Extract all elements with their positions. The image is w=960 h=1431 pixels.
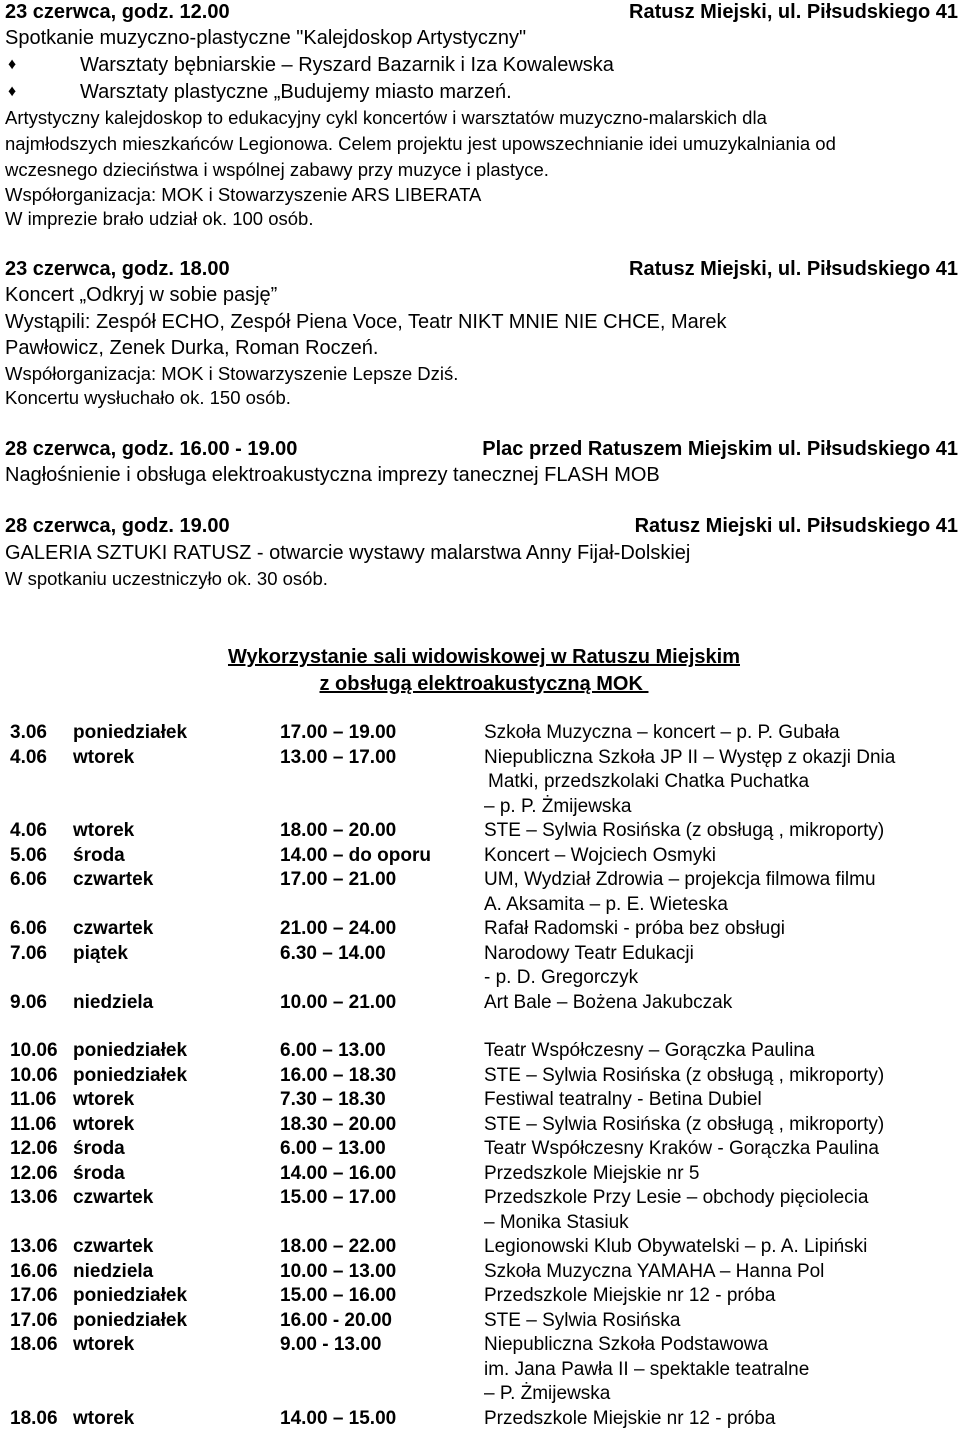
schedule-date: 18.06 — [10, 1334, 58, 1355]
schedule-day: wtorek — [73, 1089, 135, 1110]
schedule-time: 18.00 – 22.00 — [280, 1236, 397, 1257]
schedule-date: 17.06 — [10, 1309, 58, 1331]
schedule-day: wtorek — [73, 820, 135, 841]
schedule-date: 7.06 — [10, 942, 47, 964]
schedule-event: Teatr Współczesny Kraków - Gorączka Paulina — [484, 1138, 879, 1159]
schedule-date: 5.06 — [10, 844, 47, 866]
schedule-event: - p. D. Gregorczyk — [484, 967, 639, 988]
schedule-event: Narodowy Teatr Edukacji — [484, 942, 694, 964]
event-2-line-2: Wystąpili: Zespół ECHO, Zespół Piena Voce, Teatr NIKT MNIE NIE CHCE, Marek — [5, 311, 727, 333]
schedule-event: Art Bale – Bożena Jakubczak — [484, 991, 733, 1013]
schedule-time: 10.00 – 13.00 — [280, 1260, 397, 1282]
schedule-event: Przedszkole Miejskie nr 12 - próba — [484, 1285, 776, 1306]
schedule-day: niedziela — [73, 991, 154, 1013]
section-title-line-2: z obsługą elektroakustyczną MOK — [319, 673, 649, 695]
schedule-time: 21.00 – 24.00 — [280, 918, 397, 939]
schedule-day: czwartek — [73, 1187, 154, 1208]
schedule-day: poniedziałek — [73, 722, 188, 743]
schedule-date: 6.06 — [10, 918, 47, 939]
schedule-date: 16.06 — [10, 1260, 58, 1282]
event-2-desc-2: Koncertu wysłuchało ok. 150 osób. — [5, 387, 291, 408]
schedule-day: poniedziałek — [73, 1309, 188, 1331]
schedule-event: Niepubliczna Szkoła JP II – Występ z okazji Dnia — [484, 746, 896, 768]
schedule-event: STE – Sylwia Rosińska — [484, 1309, 681, 1331]
event-2-desc-1: Współorganizacja: MOK i Stowarzyszenie Lepsze Dziś. — [5, 363, 459, 384]
event-3-line-1: Nagłośnienie i obsługa elektroakustyczna imprezy tanecznej FLASH MOB — [5, 464, 660, 486]
schedule-event: STE – Sylwia Rosińska (z obsługą , mikroporty) — [484, 1064, 885, 1086]
schedule-date: 11.06 — [10, 1089, 57, 1110]
event-1-desc-1: Artystyczny kalejdoskop to edukacyjny cykl koncertów i warsztatów muzyczno-malarskich dla — [5, 107, 767, 128]
schedule-event: Koncert – Wojciech Osmyki — [484, 844, 716, 866]
schedule-date: 11.06 — [10, 1113, 57, 1135]
schedule-day: wtorek — [73, 1334, 135, 1355]
section-title-line-1: Wykorzystanie sali widowiskowej w Ratuszu Miejskim — [227, 646, 740, 668]
schedule-time: 16.00 - 20.00 — [280, 1309, 392, 1331]
event-1-bullet-2: Warsztaty plastyczne „Budujemy miasto marzeń. — [80, 81, 512, 103]
schedule-date: 12.06 — [10, 1162, 58, 1184]
schedule-date: 18.06 — [10, 1407, 58, 1429]
event-1-title: Spotkanie muzyczno-plastyczne "Kalejdoskop Artystyczny" — [5, 27, 527, 49]
schedule-time: 18.30 – 20.00 — [280, 1113, 397, 1135]
schedule-time: 13.00 – 17.00 — [280, 746, 397, 768]
event-3-date: 28 czerwca, godz. 16.00 - 19.00 — [5, 438, 298, 460]
schedule-event: Szkoła Muzyczna – koncert – p. P. Gubała — [484, 722, 840, 743]
schedule-day: wtorek — [73, 746, 135, 768]
schedule-day: wtorek — [73, 1113, 135, 1135]
event-2-line-3: Pawłowicz, Zenek Durka, Roman Roczeń. — [5, 337, 379, 359]
schedule-event: Legionowski Klub Obywatelski – p. A. Lipiński — [484, 1236, 868, 1257]
event-4-place: Ratusz Miejski ul. Piłsudskiego 41 — [634, 515, 958, 537]
schedule-time: 17.00 – 19.00 — [280, 722, 397, 743]
event-1-desc-3: wczesnego dzieciństwa i wspólnej zabawy przy muzyce i plastyce. — [5, 159, 549, 180]
schedule-day: poniedziałek — [73, 1285, 188, 1306]
schedule-time: 7.30 – 18.30 — [280, 1089, 386, 1110]
schedule-day: poniedziałek — [73, 1064, 188, 1086]
schedule-event: – p. P. Żmijewska — [484, 795, 632, 817]
schedule-event: Przedszkole Miejskie nr 5 — [484, 1162, 700, 1184]
schedule-date: 12.06 — [10, 1138, 58, 1159]
event-4-line-1: GALERIA SZTUKI RATUSZ - otwarcie wystawy malarstwa Anny Fijał-Dolskiej — [5, 542, 691, 564]
schedule-date: 17.06 — [10, 1285, 58, 1306]
event-1-date: 23 czerwca, godz. 12.00 — [5, 1, 230, 23]
schedule-time: 6.00 – 13.00 — [280, 1138, 386, 1159]
event-2-place: Ratusz Miejski, ul. Piłsudskiego 41 — [629, 258, 958, 280]
schedule-day: środa — [73, 844, 125, 866]
event-1-desc-2: najmłodszych mieszkańców Legionowa. Celem projektu jest upowszechnianie idei umuzykalniania od — [5, 133, 836, 154]
schedule-time: 14.00 – do oporu — [280, 844, 431, 866]
schedule-event: STE – Sylwia Rosińska (z obsługą , mikroporty) — [484, 1113, 885, 1135]
schedule-event: – Monika Stasiuk — [484, 1211, 629, 1233]
schedule-event: im. Jana Pawła II – spektakle teatralne — [484, 1358, 810, 1380]
schedule-date: 13.06 — [10, 1236, 58, 1257]
schedule-day: środa — [73, 1162, 125, 1184]
event-2-date: 23 czerwca, godz. 18.00 — [5, 258, 230, 280]
event-2-line-1: Koncert „Odkryj w sobie pasję” — [5, 284, 278, 306]
schedule-time: 14.00 – 16.00 — [280, 1162, 397, 1184]
schedule-day: czwartek — [73, 918, 154, 939]
schedule-date: 9.06 — [10, 991, 47, 1013]
schedule-time: 15.00 – 16.00 — [280, 1285, 397, 1306]
schedule-event: Rafał Radomski - próba bez obsługi — [484, 918, 785, 939]
schedule-time: 18.00 – 20.00 — [280, 820, 397, 841]
schedule-day: niedziela — [73, 1260, 154, 1282]
schedule-time: 10.00 – 21.00 — [280, 991, 397, 1013]
schedule-day: czwartek — [73, 869, 154, 890]
event-1-bullet-1: Warsztaty bębniarskie – Ryszard Bazarnik i Iza Kowalewska — [80, 54, 614, 76]
schedule-time: 6.30 – 14.00 — [280, 942, 386, 964]
schedule-event: Teatr Współczesny – Gorączka Paulina — [484, 1040, 815, 1061]
schedule-day: czwartek — [73, 1236, 154, 1257]
schedule-time: 6.00 – 13.00 — [280, 1040, 386, 1061]
event-1-place: Ratusz Miejski, ul. Piłsudskiego 41 — [629, 1, 958, 23]
schedule-time: 16.00 – 18.30 — [280, 1064, 397, 1086]
bullet-icon: ♦ — [8, 56, 17, 73]
schedule-event: STE – Sylwia Rosińska (z obsługą , mikroporty) — [484, 820, 885, 841]
schedule-time: 15.00 – 17.00 — [280, 1187, 397, 1208]
schedule-time: 17.00 – 21.00 — [280, 869, 397, 890]
schedule-event: Przedszkole Przy Lesie – obchody pięciolecia — [484, 1187, 869, 1208]
schedule-day: poniedziałek — [73, 1040, 188, 1061]
event-1-desc-4: Współorganizacja: MOK i Stowarzyszenie ARS LIBERATA — [5, 184, 482, 205]
schedule-event: Szkoła Muzyczna YAMAHA – Hanna Pol — [484, 1260, 825, 1282]
schedule-date: 4.06 — [10, 820, 47, 841]
schedule-day: piątek — [73, 942, 128, 964]
schedule-date: 13.06 — [10, 1187, 58, 1208]
schedule-event: Niepubliczna Szkoła Podstawowa — [484, 1334, 769, 1355]
event-4-date: 28 czerwca, godz. 19.00 — [5, 515, 230, 537]
schedule-day: środa — [73, 1138, 125, 1159]
event-4-desc-1: W spotkaniu uczestniczyło ok. 30 osób. — [5, 568, 328, 589]
schedule-date: 10.06 — [10, 1040, 58, 1061]
bullet-icon: ♦ — [8, 83, 17, 100]
schedule-event: A. Aksamita – p. E. Wieteska — [484, 893, 728, 915]
schedule-day: wtorek — [73, 1407, 135, 1429]
schedule-event: – P. Żmijewska — [484, 1383, 611, 1404]
schedule-time: 9.00 - 13.00 — [280, 1334, 382, 1355]
schedule-event: Przedszkole Miejskie nr 12 - próba — [484, 1407, 776, 1429]
schedule-event: Festiwal teatralny - Betina Dubiel — [484, 1089, 762, 1110]
event-1-desc-5: W imprezie brało udział ok. 100 osób. — [5, 208, 314, 229]
schedule-date: 10.06 — [10, 1064, 58, 1086]
schedule-event: UM, Wydział Zdrowia – projekcja filmowa filmu — [484, 869, 876, 890]
schedule-date: 6.06 — [10, 869, 47, 890]
schedule-date: 4.06 — [10, 746, 47, 768]
schedule-event: Matki, przedszkolaki Chatka Puchatka — [488, 771, 810, 792]
schedule-date: 3.06 — [10, 722, 47, 743]
schedule-time: 14.00 – 15.00 — [280, 1407, 397, 1429]
event-3-place: Plac przed Ratuszem Miejskim ul. Piłsudskiego 41 — [482, 438, 958, 460]
